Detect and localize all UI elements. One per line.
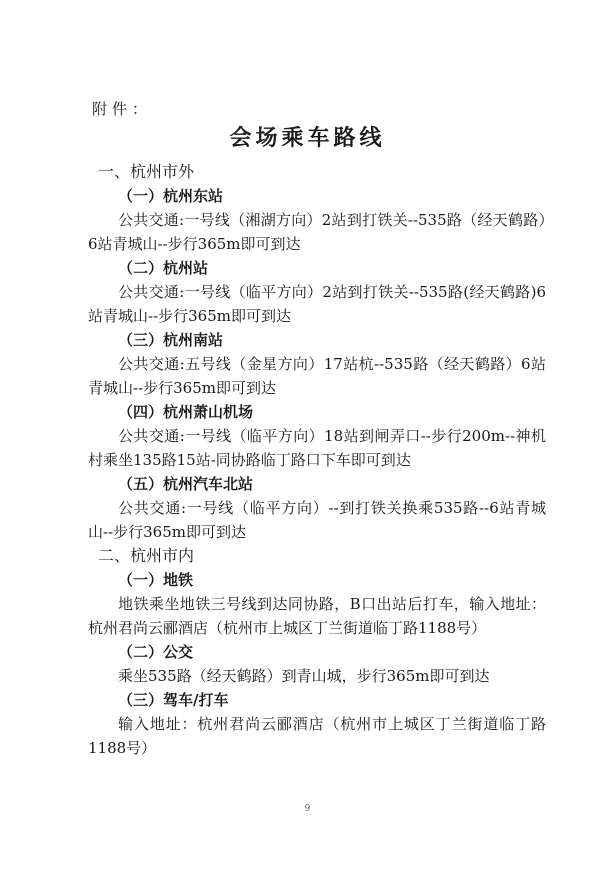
subsection-heading-metro: （一）地铁: [118, 571, 194, 589]
route-text-bus: 乘坐535路（经天鹤路）到青山城，步行365m即可到达: [118, 667, 490, 685]
route-text-metro: 地铁乘坐地铁三号线到达同协路，B口出站后打车，输入地址：杭州君尚云郦酒店（杭州市上城区丁兰街道临丁路1188号）: [88, 595, 546, 637]
route-text-south-station: 公共交通:五号线（金星方向）17站杭--535路（经天鹤路）6站青城山--步行365m即可到达: [88, 355, 546, 397]
section-heading-inside-city: 二、杭州市内: [98, 546, 195, 565]
subsection-heading-airport: （四）杭州萧山机场: [118, 403, 254, 421]
document-body: [88, 160, 546, 760]
attachment-label: 附件：: [92, 100, 153, 118]
subsection-heading-bus: （二）公交: [118, 643, 194, 661]
subsection-heading-drive-taxi: （三）驾车/打车: [118, 691, 229, 709]
route-text-drive-taxi: 输入地址：杭州君尚云郦酒店（杭州市上城区丁兰街道临丁路1188号）: [88, 715, 546, 757]
route-text-hangzhou-station: 公共交通:一号线（临平方向）2站到打铁关--535路(经天鹤路)6站青城山--步行365m即可到达: [88, 283, 546, 325]
subsection-heading-hangzhou-station: （二）杭州站: [118, 259, 209, 277]
page-title: 会场乘车路线: [229, 125, 386, 151]
section-heading-outside-city: 一、杭州市外: [98, 162, 195, 181]
route-text-north-bus-station: 公共交通:一号线（临平方向）--到打铁关换乘535路--6站青城山--步行365m即可到达: [88, 499, 546, 541]
route-text-airport: 公共交通:一号线（临平方向）18站到闸弄口--步行200m--神机村乘坐135路15站-同协路临丁路口下车即可到达: [88, 427, 546, 469]
route-text-east-station: 公共交通:一号线（湘湖方向）2站到打铁关--535路（经天鹤路）6站青城山--步行365m即可到达: [88, 211, 546, 253]
subsection-heading-north-bus-station: （五）杭州汽车北站: [118, 475, 254, 493]
subsection-heading-east-station: （一）杭州东站: [118, 187, 224, 205]
subsection-heading-south-station: （三）杭州南站: [118, 331, 224, 349]
page-number: 9: [304, 804, 311, 814]
